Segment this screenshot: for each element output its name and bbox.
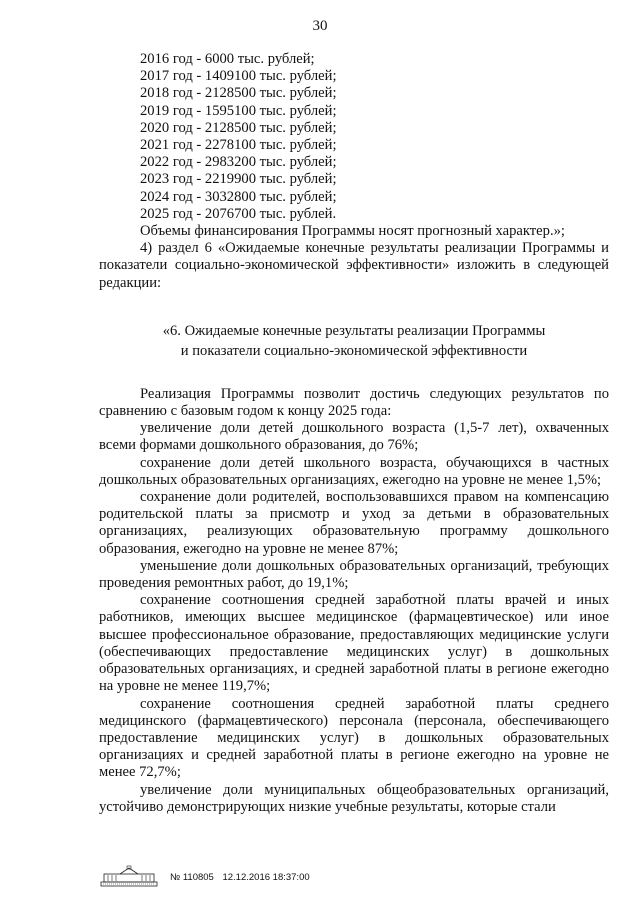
financing-year-line: 2025 год - 2076700 тыс. рублей. (140, 205, 337, 222)
forecast-note: Объемы финансирования Программы носят прогнозный характер.»; (140, 223, 565, 240)
result-item: сохранение доли детей школьного возраста, обучающихся в частных дошкольных образовательных организациях, ежегодно на уровне не менее 1,5%; (99, 454, 609, 488)
financing-year-line: 2023 год - 2219900 тыс. рублей; (140, 171, 337, 188)
financing-year-line: 2019 год - 1595100 тыс. рублей; (140, 102, 337, 119)
financing-year-line: 2024 год - 3032800 тыс. рублей; (140, 188, 337, 205)
item-4-paragraph: 4) раздел 6 «Ожидаемые конечные результаты реализации Программы и показатели социально-экономической эффективности» изложить в следующей редакции: (99, 240, 609, 291)
building-stamp-icon (100, 865, 158, 887)
financing-year-line: 2018 год - 2128500 тыс. рублей; (140, 85, 337, 102)
registration-timestamp: 12.12.2016 18:37:00 (222, 872, 310, 883)
result-item: сохранение доли родителей, воспользовавшихся правом на компенсацию родительской платы за присмотр и уход за детьми в образовательных организациях, реализующих образовательную программу дошкольного образования, ежегодно на уровне не менее 87%; (99, 489, 609, 557)
section-heading (99, 321, 609, 361)
section-heading-line-2: и показатели социально-экономической эффективности (180, 342, 528, 359)
financing-year-line: 2016 год - 6000 тыс. рублей; (140, 51, 315, 67)
document-footer (100, 865, 420, 889)
result-item: увеличение доли детей дошкольного возраста (1,5-7 лет), охваченных всеми формами дошкольного образования, до 76%; (99, 420, 609, 454)
result-item: сохранение соотношения средней заработной платы среднего медицинского (фармацевтического) персонала (персонала, обеспечивающего предоставление медицинских услуг) в дошкольных образовательных организациях и средней заработной платы в регионе ежегодно на уровне не менее 72,7%; (99, 695, 609, 781)
financing-list (99, 51, 609, 223)
document-number: № 110805 (170, 872, 214, 883)
financing-year-line: 2017 год - 1409100 тыс. рублей; (140, 68, 337, 85)
result-item: сохранение соотношения средней заработной платы врачей и иных работников, имеющих высшее медицинское (фармацевтическое) или иное высшее профессиональное образование, предоставляющих медицинские услуги (обеспечивающих предоставление медицинских услуг) в дошкольных образовательных организациях, и средней заработной платы в регионе ежегодно на уровне не менее 119,7%; (99, 592, 609, 695)
result-item: увеличение доли муниципальных общеобразовательных организаций, устойчиво демонстрирующих низкие учебные результаты, которые стали (99, 781, 609, 815)
financing-year-line: 2021 год - 2278100 тыс. рублей; (140, 137, 337, 154)
section-heading-line-1: «6. Ожидаемые конечные результаты реализации Программы (162, 322, 546, 339)
result-item: уменьшение доли дошкольных образовательных организаций, требующих проведения ремонтных работ, до 19,1%; (99, 557, 609, 592)
document-body (99, 51, 609, 816)
page-number: 30 (312, 18, 328, 34)
financing-year-line: 2020 год - 2128500 тыс. рублей; (140, 119, 337, 136)
financing-year-line: 2022 год - 2983200 тыс. рублей; (140, 154, 337, 171)
registration-stamp (170, 872, 316, 884)
results-intro: Реализация Программы позволит достичь следующих результатов по сравнению с базовым годом к концу 2025 года: (99, 385, 609, 420)
